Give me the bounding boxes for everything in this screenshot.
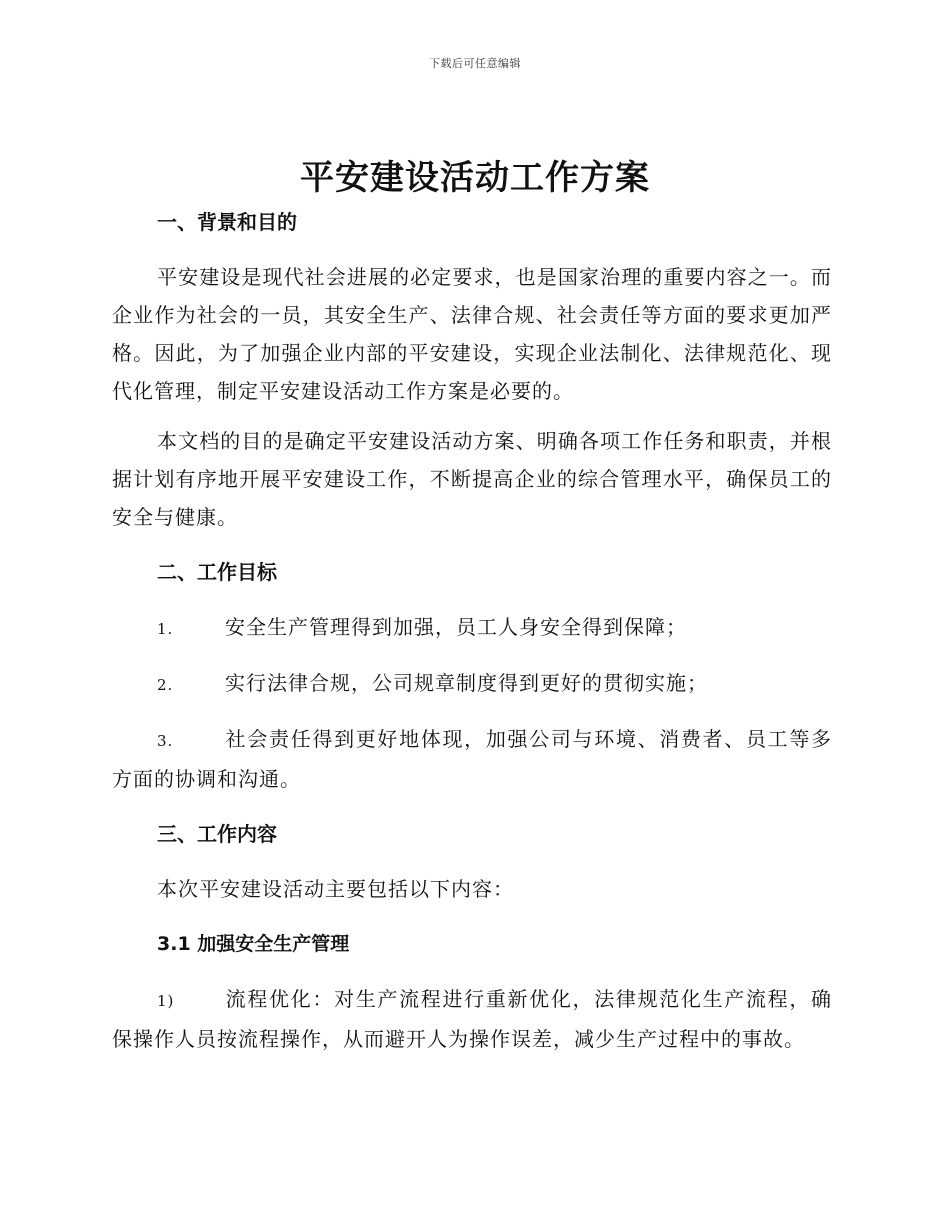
list-item <box>112 720 832 798</box>
header-note: 下载后可任意编辑 <box>429 57 521 70</box>
list-item <box>112 664 832 704</box>
list-item <box>112 980 832 1058</box>
sub-heading-safety: 3.1 加强安全生产管理 <box>157 933 350 955</box>
list-item-text: 实行法律合规，公司规章制度得到更好的贯彻实施； <box>225 671 708 695</box>
list-item-number: 3. <box>157 732 174 750</box>
section-heading-content: 三、工作内容 <box>157 822 277 846</box>
paragraph-purpose: 本文档的目的是确定平安建设活动方案、明确各项工作任务和职责，并根据计划有序地开展平安建设工作，不断提高企业的综合管理水平，确保员工的安全与健康。 <box>112 429 832 529</box>
section-heading-goals: 二、工作目标 <box>157 560 277 584</box>
paragraph-content-intro: 本次平安建设活动主要包括以下内容： <box>157 877 514 901</box>
paragraph-background: 平安建设是现代社会进展的必定要求，也是国家治理的重要内容之一。而企业作为社会的一员，其安全生产、法律合规、社会责任等方面的要求更加严格。因此，为了加强企业内部的平安建设，实现企业法制化、法律规范化、现代化管理，制定平安建设活动工作方案是必要的。 <box>112 265 832 403</box>
list-item-text: 流程优化：对生产流程进行重新优化，法律规范化生产流程，确保操作人员按流程操作，从而避开人为操作误差，减少生产过程中的事故。 <box>112 987 832 1051</box>
document-title: 平安建设活动工作方案 <box>300 158 650 198</box>
list-item-number: 2. <box>157 676 174 694</box>
document-body <box>112 200 832 1058</box>
list-item-text: 安全生产管理得到加强，员工人身安全得到保障； <box>225 615 687 639</box>
list-item-number: 1. <box>157 620 174 638</box>
list-item <box>112 608 832 648</box>
section-heading-background: 一、背景和目的 <box>157 210 297 234</box>
list-item-text: 社会责任得到更好地体现，加强公司与环境、消费者、员工等多方面的协调和沟通。 <box>112 727 832 791</box>
list-item-number: 1) <box>157 992 175 1010</box>
